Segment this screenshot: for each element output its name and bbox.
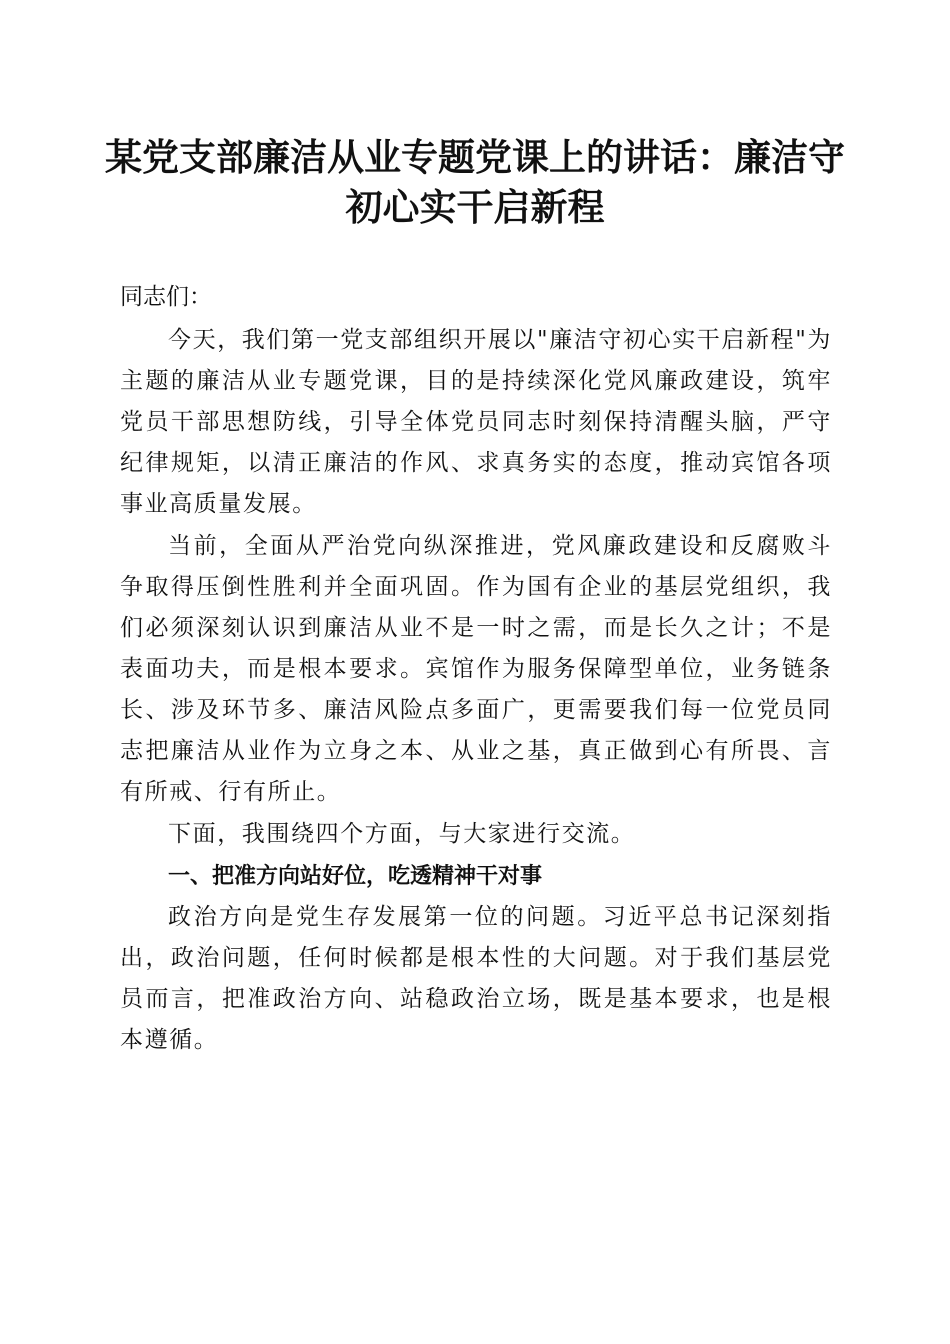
title-line-1: 某党支部廉洁从业专题党课上的讲话：廉洁守 [105, 135, 845, 179]
paragraph-outline: 下面，我围绕四个方面，与大家进行交流。 [168, 821, 636, 847]
salutation: 同志们： [120, 284, 212, 310]
title-line-2: 初心实干启新程 [345, 185, 605, 229]
paragraph-section-1: 政治方向是党生存发展第一位的问题。习近平总书记深刻指出，政治问题，任何时候都是根本性的大问题。对于我们基层党员而言，把准政治方向、站稳政治立场，既是基本要求，也是根本遵循。 [120, 904, 832, 1053]
document-title [100, 132, 850, 232]
document-body [120, 277, 832, 1062]
paragraph-intro: 今天，我们第一党支部组织开展以"廉洁守初心实干启新程"为主题的廉洁从业专题党课，目的是持续深化党风廉政建设，筑牢党员干部思想防线，引导全体党员同志时刻保持清醒头脑，严守纪律规矩，以清正廉洁的作风、求真务实的态度，推动宾馆各项事业高质量发展。 [120, 327, 832, 517]
section-heading-1: 一、把准方向站好位，吃透精神干对事 [168, 864, 543, 889]
paragraph-current-situation: 当前，全面从严治党向纵深推进，党风廉政建设和反腐败斗争取得压倒性胜利并全面巩固。作为国有企业的基层党组织，我们必须深刻认识到廉洁从业不是一时之需，而是长久之计；不是表面功夫，而是根本要求。宾馆作为服务保障型单位，业务链条长、涉及环节多、廉洁风险点多面广，更需要我们每一位党员同志把廉洁从业作为立身之本、从业之基，真正做到心有所畏、言有所戒、行有所止。 [120, 533, 832, 805]
